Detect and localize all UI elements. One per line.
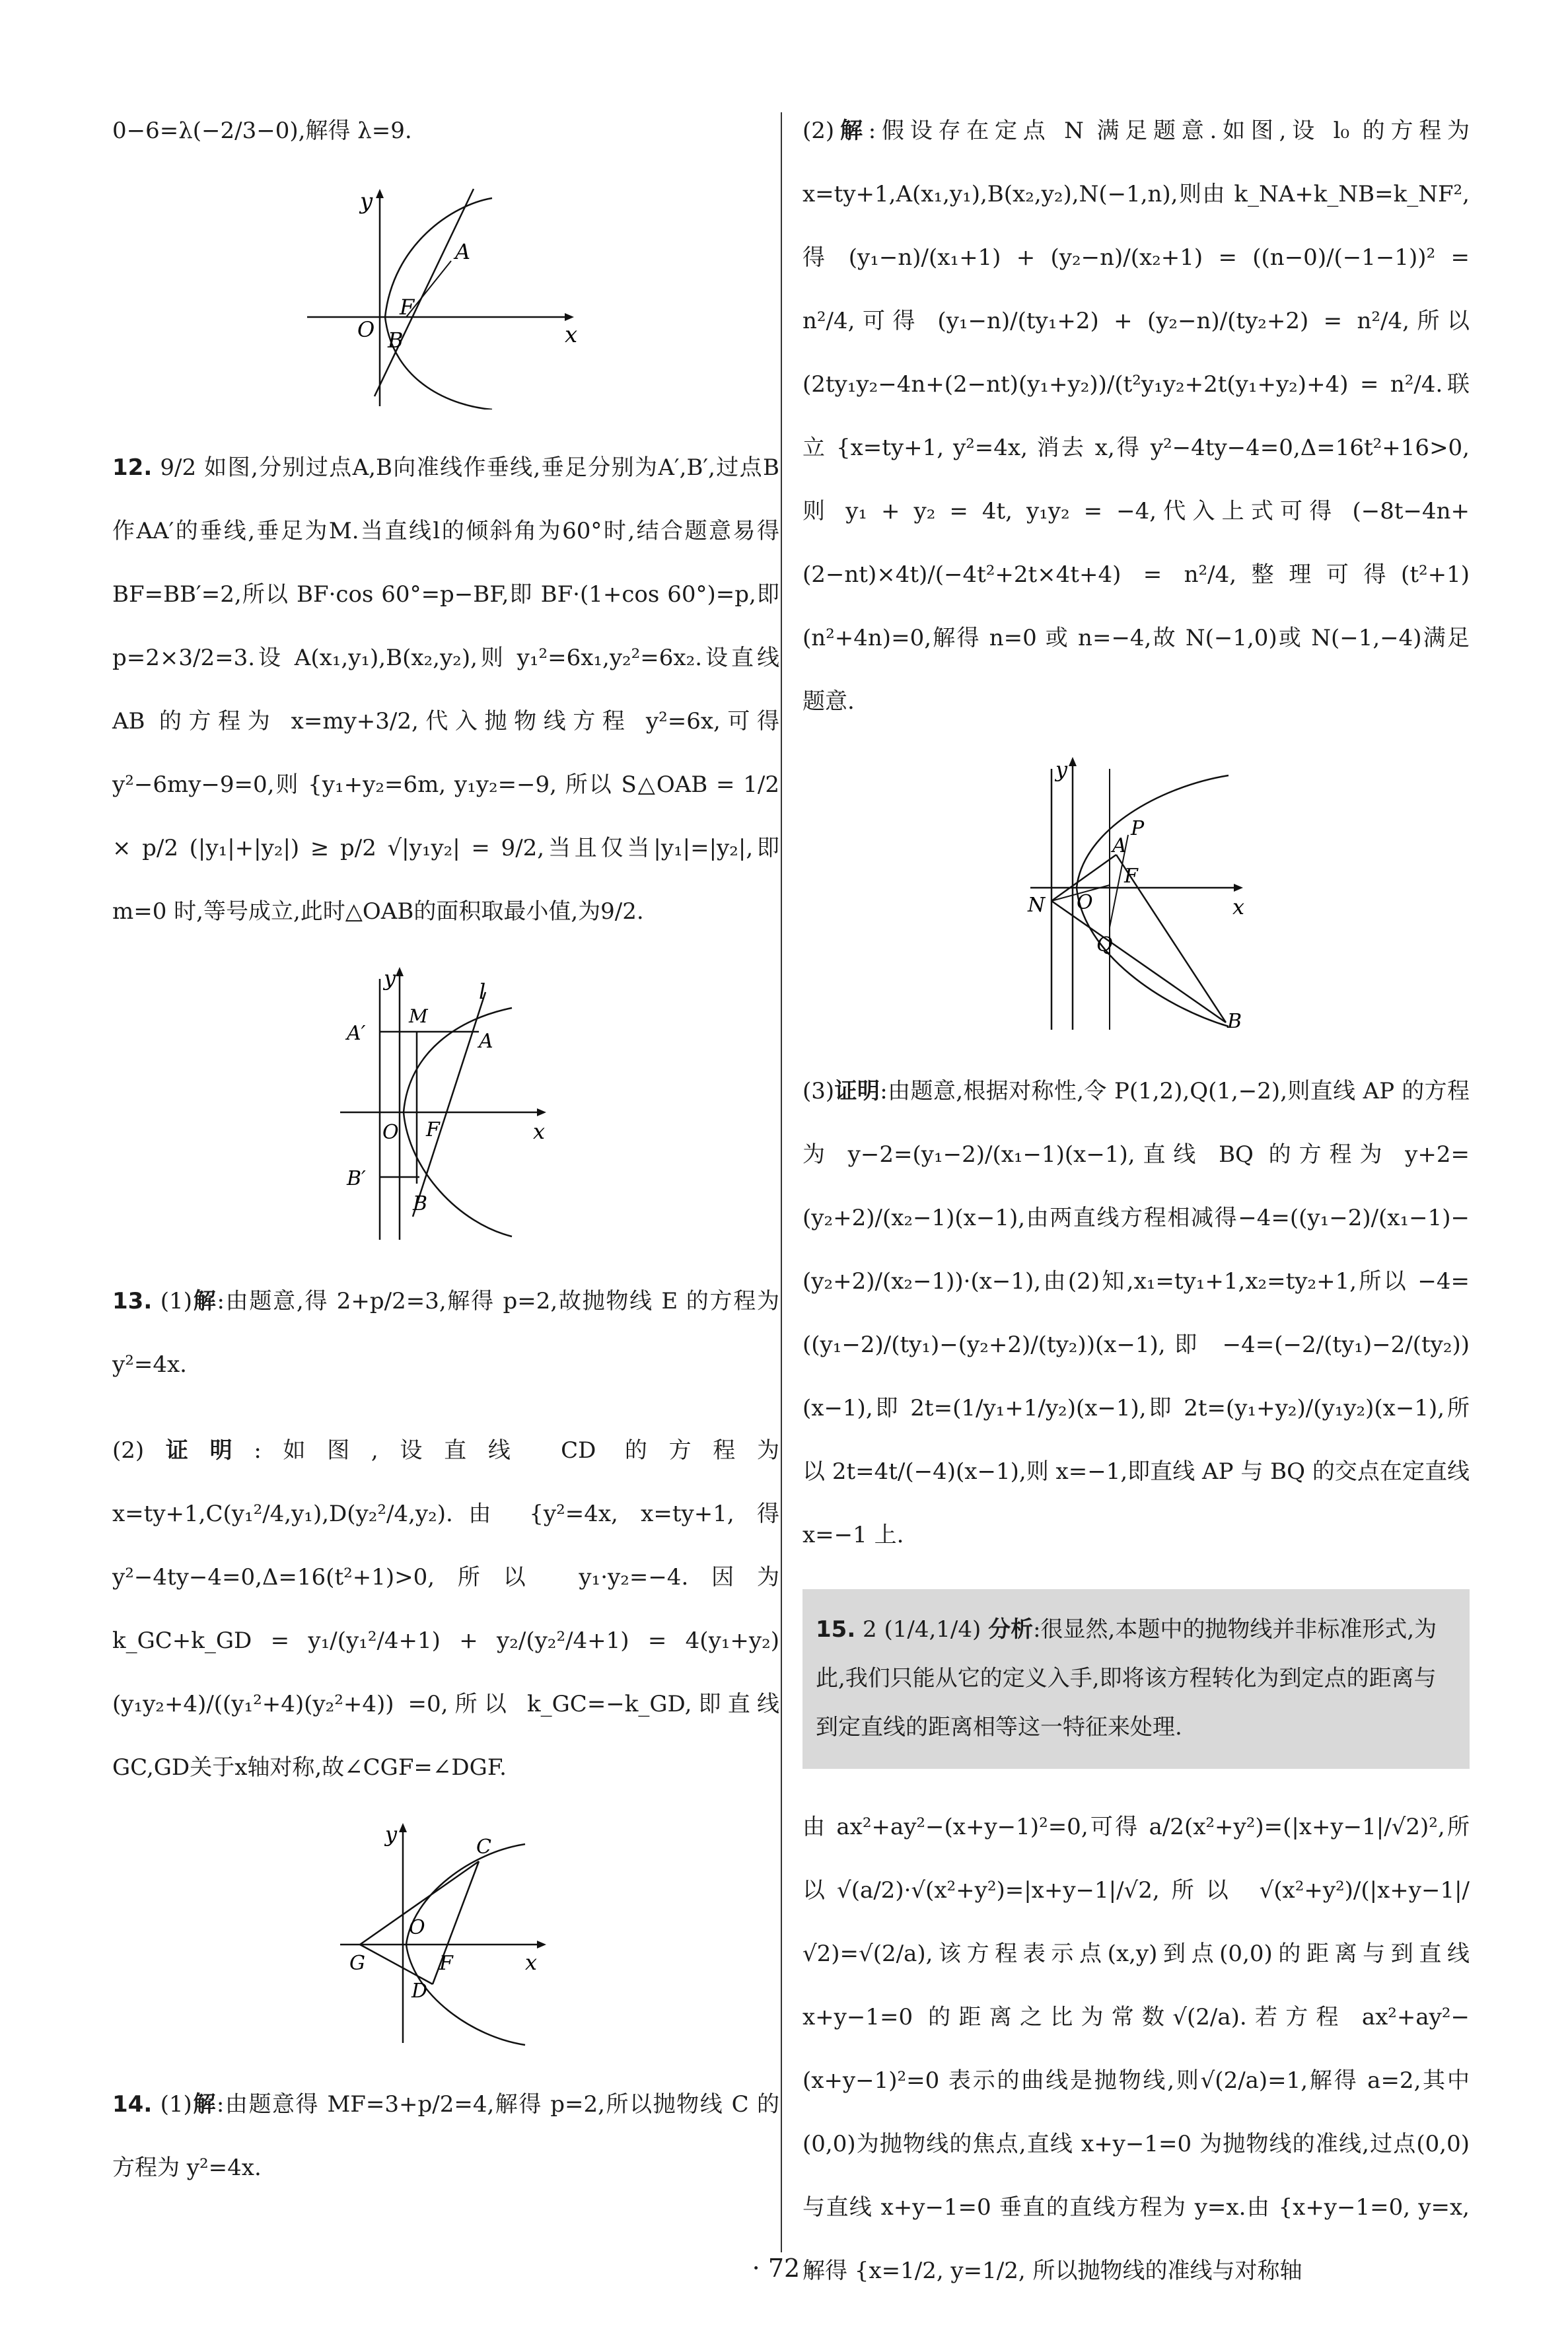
top-text: 0−6=λ(−2/3−0),解得 λ=9. [112,118,412,144]
fig4-label-q: Q [1096,933,1113,956]
fig4-parabola [1077,775,1229,1026]
figure-2 [340,966,552,1243]
q13-part2-text: :如图,设直线 CD 的方程为 x=ty+1,C(y₁²/4,y₁),D(y₂²/4,y₂).由 {y²=4x, x=ty+1, 得 y²−4ty−4=0,Δ=16(t²+1)>0,所以 y₁·y₂=−4.因为 k_GC+k_GD = y₁/(y₁²/4+1) + y₂/(y₂²/4+1) = 4(y₁+y₂)(y₁y₂+4)/((y₁²+4)(y₂²+4)) =0,所以 k_GC=−k_GD,即直线GC,GD关于x轴对称,故∠CGF=∠DGF. [112,1437,780,1781]
fig1-x-arrow [565,313,574,321]
q15-analysis-box [802,1589,1470,1769]
fig3-label-f: F [439,1952,453,1975]
figure-1 [301,185,591,410]
fig1-label-b: B [388,328,404,353]
fig3-label-g: G [349,1952,365,1975]
fig2-label-b: B [413,1192,428,1215]
fig3-label-d: D [411,1980,428,2003]
q14-number: 14. [112,2091,153,2118]
q12-number: 12. [112,454,153,481]
fig2-x-arrow [537,1108,546,1116]
q14-part2-label: (2) [802,118,835,144]
q15-text: 由 ax²+ay²−(x+y−1)²=0,可得 a/2(x²+y²)=(|x+y−1|/√2)²,所以√(a/2)·√(x²+y²)=|x+y−1|/√2,所以 √(x²+y²)/(|x+y−1|/√2)=√(2/a),该方程表示点(x,y)到点(0,0)的距离与到直线 x+y−1=0 的距离之比为常数√(2/a).若方程 ax²+ay²−(x+y−1)²=0 表示的曲线是抛物线,则√(2/a)=1,解得 a=2,其中(0,0)为抛物线的焦点,直线 x+y−1=0 为抛物线的准线,过点(0,0)与直线 x+y−1=0 垂直的直线方程为 y=x.由 {x+y−1=0, y=x, 解得 {x=1/2, y=1/2, 所以抛物线的准线与对称轴 [802,1814,1470,2284]
page-number: · 72 · [752,2254,816,2283]
fig4-label-a: A [1112,834,1127,857]
q14-part3-text: :由题意,根据对称性,令 P(1,2),Q(1,−2),则直线 AP 的方程为 y−2=(y₁−2)/(x₁−1)(x−1),直线 BQ 的方程为 y+2=(y₂+2)/(x₂−1)(x−1),由两直线方程相减得−4=((y₁−2)/(x₁−1)−(y₂+2)/(x₂−1))·(x−1),由(2)知,x₁=ty₁+1,x₂=ty₂+1,所以 −4=((y₁−2)/(ty₁)−(y₂+2)/(ty₂))(x−1),即 −4=(−2/(ty₁)−2/(ty₂))(x−1),即 2t=(1/y₁+1/y₂)(x−1),即 2t=(y₁+y₂)/(y₁y₂)(x−1),所以 2t=4t/(−4)(x−1),则 x=−1,即直线 AP 与 BQ 的交点在定直线 x=−1 上. [802,1078,1470,1548]
fig2-label-a: A [479,1030,493,1053]
fig3-x-arrow [537,1941,546,1949]
fig3-line-gd [360,1945,433,1984]
fig4-label-o: O [1077,891,1093,914]
q13-part2 [112,1419,779,1799]
fig1-label-y: y [360,188,373,215]
q14-part1-text: :由题意得 MF=3+p/2=4,解得 p=2,所以抛物线 C 的方程为 y²=4x. [112,2091,780,2181]
q15-solution [802,1795,1470,2303]
fig2-label-y: y [384,966,396,991]
fig3-label-o: O [409,1916,425,1939]
q14-part1-label: (1) [160,2091,192,2118]
q14-part3-kw: 证明 [834,1078,880,1104]
fig4-y-arrow [1069,757,1077,766]
q14-part2-text: :假设存在定点 N 满足题意.如图,设 l₀ 的方程为 x=ty+1,A(x₁,y₁),B(x₂,y₂),N(−1,n),则由 k_NA+k_NB=k_NF²,得 (y₁−n)/(x₁+1) + (y₂−n)/(x₂+1) = ((n−0)/(−1−1))² = n²/4,可得 (y₁−n)/(ty₁+2) + (y₂−n)/(ty₂+2) = n²/4,所以 (2ty₁y₂−4n+(2−nt)(y₁+y₂))/(t²y₁y₂+2t(y₁+y₂)+4) = n²/4.联立 {x=ty+1, y²=4x, 消去 x,得 y²−4ty−4=0,Δ=16t²+16>0,则 y₁ + y₂ = 4t, y₁y₂ = −4,代入上式可得 (−8t−4n+(2−nt)×4t)/(−4t²+2t×4t+4) = n²/4,整理可得(t²+1)(n²+4n)=0,解得 n=0 或 n=−4,故 N(−1,0)或 N(−1,−4)满足题意. [802,118,1470,715]
q13-part1 [112,1270,779,1396]
q13-part2-label: (2) [112,1437,145,1464]
fig2-label-l: l [479,979,486,1004]
fig4-label-f: F [1124,865,1138,888]
q13-number: 13. [112,1288,153,1314]
fig3-label-x: x [525,1950,538,1975]
fig3-label-y: y [385,1822,398,1847]
left-column [112,99,779,2222]
fig2-label-a-prime: A′ [347,1022,366,1045]
fig4-x-arrow [1234,884,1243,892]
fig2-label-x: x [533,1119,546,1144]
q14-part1-kw: 解 [192,2091,217,2118]
fig2-label-b-prime: B′ [347,1167,366,1190]
fig2-y-arrow [396,967,404,976]
q14-part3-label: (3) [802,1078,835,1104]
column-divider [781,112,782,2252]
q12-text: 如图,分别过点A,B向准线作垂线,垂足分别为A′,B′,过点B作AA′的垂线,垂足为M.当直线l的倾斜角为60°时,结合题意易得 BF=BB′=2,所以 BF·cos 60°=p−BF,即 BF·(1+cos 60°)=p,即 p=2×3/2=3.设 A(x₁,y₁),B(x₂,y₂),则 y₁²=6x₁,y₂²=6x₂.设直线 AB 的方程为 x=my+3/2,代入抛物线方程 y²=6x,可得 y²−6my−9=0,则 {y₁+y₂=6m, y₁y₂=−9, 所以 S△OAB = 1/2 × p/2 (|y₁|+|y₂|) ≥ p/2 √|y₁y₂| = 9/2,当且仅当|y₁|=|y₂|,即 m=0 时,等号成立,此时△OAB的面积取最小值,为9/2. [112,454,780,925]
fig2-label-o: O [382,1121,399,1144]
q14-part1 [112,2073,779,2200]
fig4-label-n: N [1028,894,1046,917]
fig2-label-f: F [426,1118,440,1141]
q14-part2-kw: 解 [834,118,869,144]
q15-analysis-text: :很显然,本题中的抛物线并非标准形式,为此,我们只能从它的定义入手,即将该方程转化为到定点的距离与到定直线的距离相等这一特征来处理. [816,1616,1437,1740]
q14-part2 [802,99,1470,733]
q12-answer: 9/2 [160,454,197,481]
fig4-label-p: P [1131,817,1145,840]
fig3-y-arrow [399,1823,407,1832]
fig1-label-o: O [357,317,375,342]
fig1-y-arrow [376,189,384,198]
fig4-label-x: x [1232,894,1245,919]
q14-part3 [802,1059,1470,1567]
fig4-label-y: y [1055,757,1068,782]
q15-number: 15. [816,1616,856,1643]
fig4-label-b: B [1227,1010,1242,1033]
right-column [802,99,1470,2325]
fig1-label-x: x [565,322,578,348]
q13-part1-kw: 解 [192,1288,217,1314]
fig3-label-c: C [476,1836,491,1859]
q12-paragraph [112,436,779,943]
paragraph-top [112,99,779,162]
q15-answer: 2 (1/4,1/4) [863,1616,981,1643]
figure-3 [340,1822,552,2046]
fig4-line-nb [1051,901,1226,1022]
fig2-label-m: M [409,1005,428,1027]
q13-part1-text: :由题意,得 2+p/2=3,解得 p=2,故抛物线 E 的方程为 y²=4x. [112,1288,780,1378]
fig1-label-a: A [455,239,471,264]
q13-part1-label: (1) [160,1288,192,1314]
fig1-label-f: F [400,295,415,320]
figure-4 [1017,756,1255,1033]
q13-part2-kw: 证明 [144,1437,254,1464]
q15-analysis-kw: 分析 [988,1616,1034,1643]
